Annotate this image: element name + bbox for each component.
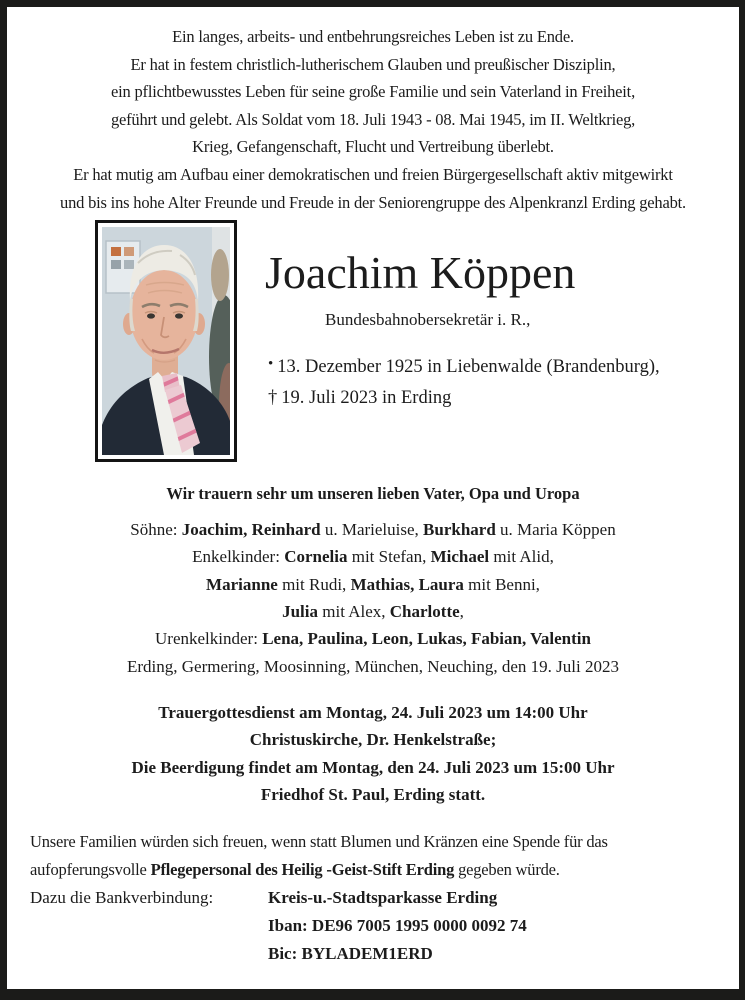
portrait-photo-frame [95,220,237,462]
text-line: Ein langes, arbeits- und entbehrungsreiches Leben ist zu Ende. [172,27,574,46]
dagger-cross-icon: † [268,388,278,409]
text-line: Iban: DE96 7005 1995 0000 0092 74 [268,915,527,935]
text-line: Friedhof St. Paul, Erding statt. [260,785,486,805]
text-segment: Urenkelkinder: [155,629,263,649]
text-segment: aufopferungsvolle [30,859,151,879]
deceased-section [7,218,739,462]
text-segment: Unsere Familien würden sich freuen, wenn statt Blumen und Kränzen eine Spende für das [30,831,608,851]
text-segment: mit Stefan, [347,547,431,567]
birth-date-text: 13. Dezember 1925 in Liebenwalde (Brandenburg), [277,357,660,378]
text-segment: u. Maria Köppen [495,520,616,540]
text-segment: Joachim, Reinhard [181,520,321,540]
text-segment: Cornelia [284,547,348,567]
born-star-icon: • [268,356,274,373]
life-dates [268,352,739,413]
text-segment: Söhne: [130,520,182,540]
death-date-line [268,383,739,413]
text-line [7,653,739,680]
text-segment: mit Alex, [318,602,390,622]
deceased-name: Joachim Köppen [265,247,576,299]
mourning-line: Wir trauern sehr um unseren lieben Vater, Opa und Uropa [166,484,580,504]
text-segment: mit Alid, [489,547,554,567]
text-line: Er hat mutig am Aufbau einer demokratischen und freien Bürgergesellschaft aktiv mitgewirkt [73,164,673,184]
text-segment: Marianne [206,574,278,594]
text-line [30,856,739,884]
text-segment: Pflegepersonal des Heilig -Geist-Stift Erding [150,859,455,879]
text-line: geführt und gelebt. Als Soldat vom 18. Juli 1943 - 08. Mai 1945, im II. Weltkrieg, [110,109,636,129]
bank-account-lines [268,884,527,968]
text-line [30,828,739,856]
text-segment: Charlotte [389,602,460,622]
text-segment: gegeben würde. [454,859,560,879]
text-segment: Enkelkinder: [192,547,285,567]
text-segment: mit Rudi, [277,574,351,594]
text-line: Krieg, Gefangenschaft, Flucht und Vertreibung überlebt. [192,137,554,157]
eye-left [147,314,155,319]
text-line [7,516,739,543]
text-line: Die Beerdigung findet am Montag, den 24. Juli 2023 um 15:00 Uhr [131,757,615,777]
donation-paragraph [7,828,739,884]
bank-details [7,884,739,968]
text-line: Er hat in festem christlich-lutherischem Glauben und preußischer Disziplin, [130,54,616,74]
portrait-photo-image [102,227,230,455]
text-segment: Lena, Paulina, Leon, Lukas, Fabian, Valentin [262,629,591,649]
text-line: Trauergottesdienst am Montag, 24. Juli 2023 um 14:00 Uhr [158,702,588,722]
text-line: Bic: BYLADEM1ERD [268,943,433,963]
death-date-text: 19. Juli 2023 in Erding [281,388,452,409]
face [130,270,198,360]
text-line: ein pflichtbewusstes Leben für seine große Familie und sein Vaterland in Freiheit, [111,82,635,102]
opening-paragraph [7,7,739,216]
text-segment: Michael [430,547,490,567]
text-line: und bis ins hohe Alter Freunde und Freude in der Seniorengruppe des Alpenkranzl Erding gehabt. [60,192,686,212]
text-segment: u. Marieluise, [320,520,424,540]
text-line [7,571,739,598]
text-line: Christuskirche, Dr. Henkelstraße; [249,730,497,750]
text-segment: , [459,602,464,622]
deceased-info [237,218,739,462]
bank-label: Dazu die Bankverbindung: [30,887,214,907]
service-details [7,699,739,809]
text-segment: Julia [282,602,318,622]
text-segment: Erding, Germering, Moosinning, München, Neuching, den 19. Juli 2023 [127,656,619,676]
text-segment: Mathias, Laura [350,574,464,594]
text-segment: Burkhard [423,520,496,540]
text-line [7,598,739,625]
family-list [7,516,739,680]
text-segment: mit Benni, [463,574,540,594]
text-line: Kreis-u.-Stadtsparkasse Erding [268,887,498,907]
eye-right [175,314,183,319]
deceased-title: Bundesbahnobersekretär i. R., [325,310,531,330]
birth-date-line [268,352,739,383]
text-line [7,543,739,570]
text-line [7,625,739,652]
